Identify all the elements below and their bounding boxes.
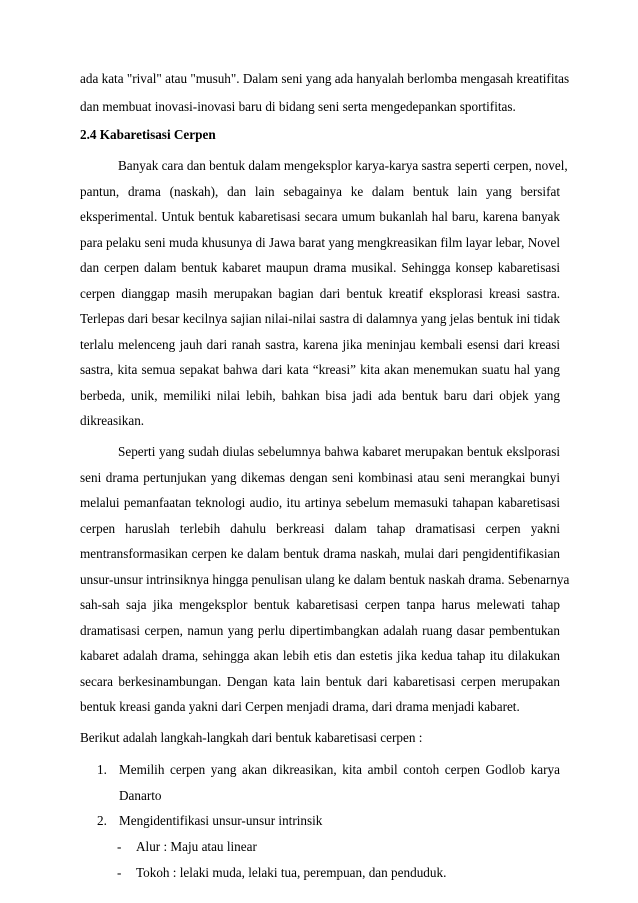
paragraph-line: cerpen dianggap masih merupakan bagian dari bentuk kreatif eksplorasi kreasi sastra. (80, 286, 560, 301)
paragraph-line: terlalu melenceng jauh dari ranah sastra, karena jika meninjau kembali esensi dari kreasi (80, 337, 560, 352)
paragraph-line: dikreasikan. (80, 413, 145, 428)
list-item-line: Memilih cerpen yang akan dikreasikan, kita ambil contoh cerpen Godlob karya (119, 762, 560, 777)
list-number: 2. (97, 813, 107, 828)
paragraph-line: Seperti yang sudah diulas sebelumnya bahwa kabaret merupakan bentuk ekslporasi (118, 444, 560, 459)
paragraph-line: berbeda, unik, memiliki nilai lebih, bahkan bisa jadi ada bentuk baru dari objek yang (80, 388, 560, 403)
paragraph-line: seni drama pertunjukan yang dikemas dengan seni kombinasi atau seni merangkai bunyi (80, 470, 560, 485)
paragraph-line: bentuk kreasi ganda yakni dari Cerpen menjadi drama, dari drama menjadi kabaret. (80, 699, 520, 714)
paragraph-line: ada kata "rival" atau "musuh". Dalam seni yang ada hanyalah berlomba mengasah kreatifitas (80, 71, 570, 86)
paragraph-line: sah-sah saja jika mengeksplor bentuk kabaretisasi cerpen tanpa harus melewati tahap (80, 597, 560, 612)
dash-bullet: - (117, 839, 122, 854)
paragraph-line: cerpen haruslah terlebih dahulu berkreasi dalam tahap dramatisasi cerpen yakni (80, 521, 560, 536)
paragraph-line: kabaret adalah drama, sehingga akan lebih etis dan estetis jika kedua tahap itu dilakukan (80, 648, 560, 663)
dash-bullet: - (117, 865, 122, 880)
paragraph-line: melalui pemanfaatan teknologi audio, itu artinya sebelum memasuki tahapan kabaretisasi (80, 495, 560, 510)
section-heading: 2.4 Kabaretisasi Cerpen (80, 127, 216, 142)
paragraph-line: pantun, drama (naskah), dan lain sebagainya ke dalam bentuk lain yang bersifat (80, 184, 560, 199)
paragraph-line: eksperimental. Untuk bentuk kabaretisasi secara umum bukanlah hal baru, karena banyak (80, 209, 560, 224)
paragraph-line: dan cerpen dalam bentuk kabaret maupun drama musikal. Sehingga konsep kabaretisasi (80, 260, 560, 275)
list-number: 1. (97, 762, 107, 777)
paragraph-line: sastra, kita semua sepakat bahwa dari kata “kreasi” kita akan menemukan suatu hal yang (80, 362, 560, 377)
paragraph-line: Berikut adalah langkah-langkah dari bentuk kabaretisasi cerpen : (80, 730, 423, 745)
sublist-item: Tokoh : lelaki muda, lelaki tua, perempuan, dan penduduk. (136, 865, 447, 880)
paragraph-line: Terlepas dari besar kecilnya sajian nilai-nilai sastra di dalamnya yang jelas bentuk ini tidak (80, 311, 560, 326)
paragraph-line: Banyak cara dan bentuk dalam mengeksplor karya-karya sastra seperti cerpen, novel, (118, 158, 568, 173)
paragraph-line: dramatisasi cerpen, namun yang perlu dipertimbangkan adalah ruang dasar pembentukan (80, 623, 560, 638)
paragraph-line: mentransformasikan cerpen ke dalam bentuk drama naskah, mulai dari pengidentifikasian (80, 546, 560, 561)
paragraph-line: secara berkesinambungan. Dengan kata lain bentuk dari kabaretisasi cerpen merupakan (80, 674, 560, 689)
paragraph-line: para pelaku seni muda khusunya di Jawa barat yang mengkreasikan film layar lebar, Novel (80, 235, 560, 250)
paragraph-line: dan membuat inovasi-inovasi baru di bidang seni serta mengedepankan sportifitas. (80, 99, 516, 114)
list-item-line: Danarto (119, 788, 162, 803)
list-item-line: Mengidentifikasi unsur-unsur intrinsik (119, 813, 323, 828)
paragraph-line: unsur-unsur intrinsiknya hingga penulisan ulang ke dalam bentuk naskah drama. Sebenarnya (80, 572, 570, 587)
sublist-item: Alur : Maju atau linear (136, 839, 257, 854)
